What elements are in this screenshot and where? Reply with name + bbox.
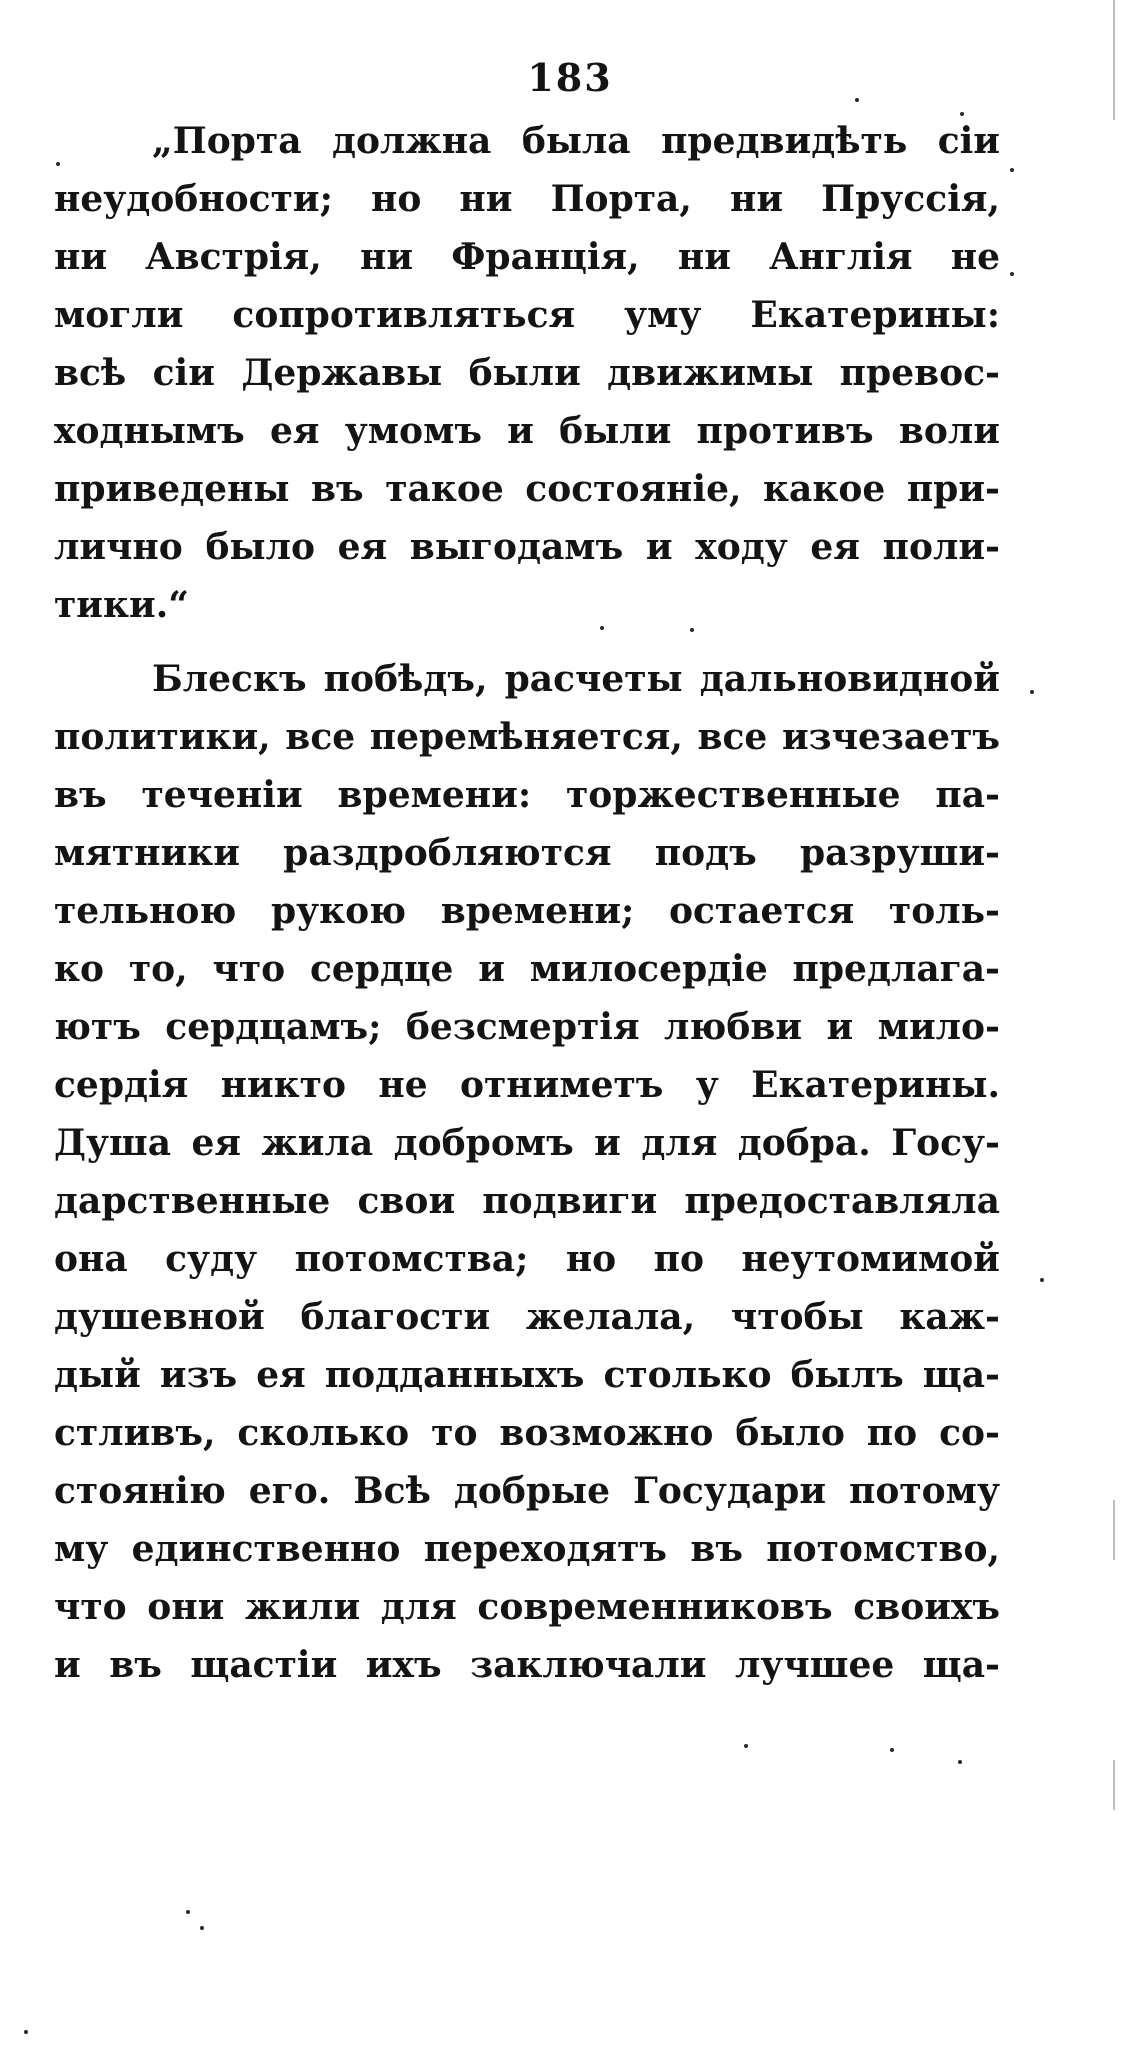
paragraph-2-line: дый изъ ея подданныхъ столько былъ ща-: [54, 1354, 1000, 1396]
paragraph-1-line: ни Австрія, ни Франція, ни Англія не: [54, 236, 1000, 278]
scan-speck: [24, 2030, 28, 2034]
paragraph-1-line: всѣ сіи Державы были движимы превос-: [54, 352, 1000, 394]
page-number: 183: [527, 55, 613, 100]
scan-speck: [200, 1926, 204, 1930]
paragraph-2-line: дарственные свои подвиги предоставляла: [54, 1180, 1000, 1222]
scan-speck: [890, 1748, 894, 1752]
paragraph-2-line: она суду потомства; но по неутомимой: [54, 1238, 1000, 1280]
paragraph-2-line: и въ щастіи ихъ заключали лучшее ща-: [54, 1644, 1000, 1686]
paragraph-2-line: му единственно переходятъ въ потомство,: [54, 1528, 1000, 1570]
paragraph-2-line: ютъ сердцамъ; безсмертія любви и мило-: [54, 1006, 1000, 1048]
paragraph-2-line: стоянію его. Всѣ добрые Государи потому: [54, 1470, 1000, 1512]
paragraph-2-line: Душа ея жила добромъ и для добра. Госу-: [54, 1122, 1000, 1164]
scan-speck: [855, 98, 859, 102]
paragraph-1-line: лично было ея выгодамъ и ходу ея поли-: [54, 526, 1000, 568]
paragraph-2-line: мятники раздробляются подъ разруши-: [54, 832, 1000, 874]
scan-speck: [600, 626, 604, 630]
paragraph-1-line: тики.“: [54, 584, 189, 626]
scan-speck: [958, 1760, 962, 1764]
paragraph-2-line: политики, все перемѣняется, все изчезаетъ: [54, 716, 1000, 758]
scan-speck: [744, 1744, 748, 1748]
paragraph-1-line: неудобности; но ни Порта, ни Пруссія,: [54, 178, 1000, 220]
scan-speck: [960, 112, 964, 116]
paragraph-2-line: тельною рукою времени; остается толь-: [54, 890, 1000, 932]
scan-speck: [1010, 168, 1014, 172]
paragraph-2-line: стливъ, сколько то возможно было по со-: [54, 1412, 1000, 1454]
paragraph-2-line: въ теченіи времени: торжественные па-: [54, 774, 1000, 816]
scan-edge-mark: [1113, 0, 1115, 120]
paragraph-1-line: могли сопротивляться уму Екатерины:: [54, 294, 1000, 336]
scan-speck: [1040, 1278, 1044, 1282]
paragraph-1-line: приведены въ такое состояніе, какое при-: [54, 468, 1000, 510]
scan-speck: [690, 628, 694, 632]
paragraph-2-line: сердія никто не отниметъ у Екатерины.: [54, 1064, 1000, 1106]
paragraph-1-line: „Порта должна была предвидѣть сіи: [152, 120, 1000, 162]
scan-speck: [1030, 690, 1034, 694]
scan-speck: [186, 1910, 190, 1914]
paragraph-2-line: ко то, что сердце и милосердіе предлага-: [54, 948, 1000, 990]
scan-speck: [56, 162, 60, 166]
scan-edge-mark: [1113, 1760, 1115, 1810]
scan-edge-mark: [1113, 1500, 1115, 1560]
paragraph-2-line: Блескъ побѣдъ, расчеты дальновидной: [152, 658, 1000, 700]
paragraph-1-line: ходнымъ ея умомъ и были противъ воли: [54, 410, 1000, 452]
scan-speck: [1010, 272, 1014, 276]
paragraph-2-line: душевной благости желала, чтобы каж-: [54, 1296, 1000, 1338]
paragraph-2-line: что они жили для современниковъ своихъ: [54, 1586, 1000, 1628]
